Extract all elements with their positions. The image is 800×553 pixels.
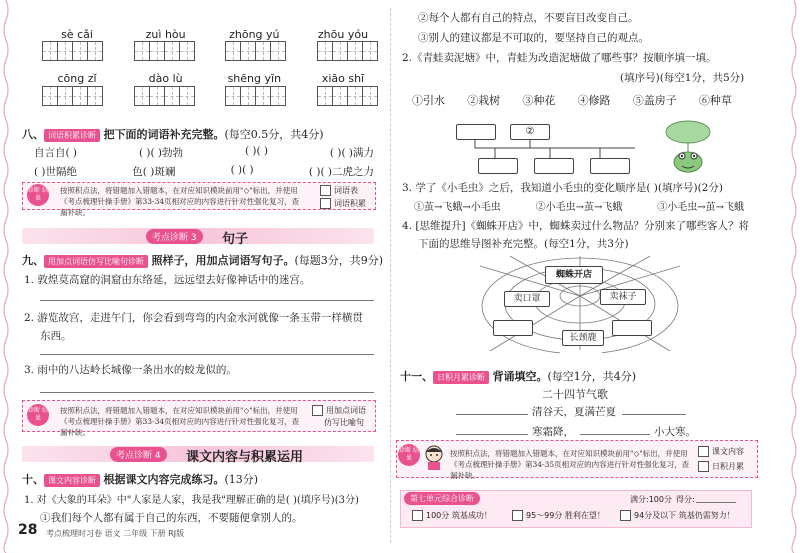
score-full: 满分:100分	[630, 495, 672, 504]
option-item: ⑥种草	[698, 94, 732, 107]
score-range: 100分	[426, 511, 450, 520]
poem-line-1: 清谷天，夏满芒夏	[532, 406, 616, 418]
banner-tag: 考点诊断 4	[110, 447, 167, 462]
idiom-row-2	[34, 164, 374, 179]
web-spacer	[560, 350, 602, 362]
right-wavy-border	[790, 0, 798, 553]
checkbox-label: 用加点词语	[326, 406, 366, 415]
idiom-blank[interactable]: ( )( )	[244, 145, 268, 157]
web-node-label: 长颈鹿	[569, 333, 597, 343]
checkbox-label: 词语表	[334, 186, 358, 195]
question-number: 十、	[22, 473, 44, 486]
banner-title: 课文内容与积累运用	[186, 450, 304, 465]
pinyin-word: shēng yīn	[227, 72, 282, 85]
score-message: 筑基仍需努力！	[678, 511, 735, 520]
frog-illustration	[660, 118, 716, 178]
chain-box-4[interactable]	[534, 158, 574, 174]
q10-item-2-score: (填序号)(每空1分，共5分)	[620, 72, 745, 84]
score-option-1[interactable]	[412, 510, 492, 521]
poem-blank[interactable]	[456, 414, 528, 415]
question-score: (每空1分，共4分)	[547, 370, 637, 383]
q3-option: ②小毛虫→茧→飞蛾	[535, 202, 623, 213]
web-node-socks	[600, 289, 646, 305]
sentence-2: 2. 游览故宫，走进午门，你会看到弯弯的内金水河就像一条玉带一样横贯	[24, 312, 363, 324]
question-title: 照样子，用加点词语写句子。	[151, 254, 295, 267]
checkbox[interactable]	[512, 510, 523, 521]
checkbox-label: 仿写比喻句	[324, 418, 364, 427]
score-option-3[interactable]	[620, 510, 735, 521]
question-8-heading	[22, 126, 324, 142]
web-blank-2[interactable]	[612, 320, 652, 336]
idiom-blank[interactable]: ( )( )勃勃	[138, 147, 184, 159]
question-score: (13分)	[224, 473, 259, 486]
checkbox[interactable]	[320, 185, 331, 196]
checkbox-vocab-accum[interactable]	[320, 198, 366, 209]
diagnosis-badge: 诊断 结果	[27, 404, 49, 426]
diagnosis-text: 按照积点法，将错题加入错题本，在对应知识模块前用"◇"标出，并使用《考点梳理针操手册》第34-35页相对应的内容进行针对性强化复习，查漏补缺。	[450, 449, 690, 480]
question-title: 背诵填空。	[492, 370, 548, 383]
option-item: ③种花	[522, 94, 556, 107]
poem-line-2: 寒霜降，	[532, 426, 574, 438]
option-item: ⑤盖房子	[632, 94, 677, 107]
question-title: 根据课文内容完成练习。	[103, 473, 225, 486]
question-number: 十一、	[400, 370, 433, 383]
checkbox[interactable]	[412, 510, 423, 521]
checkbox-text-content[interactable]	[698, 446, 744, 457]
checkbox-daily-accum[interactable]	[698, 461, 744, 472]
option-item: ①引水	[412, 94, 445, 107]
sentence-1: 1. 敦煌莫高窟的洞窟由东络延，远远望去好像神话中的迷宫。	[24, 274, 311, 286]
question-score: (每空0.5分，共4分)	[224, 128, 324, 141]
score-panel-tag: 第七单元综合诊断	[404, 492, 480, 505]
score-blank[interactable]	[696, 502, 736, 503]
banner-title: 句子	[222, 232, 249, 247]
question-number: 九、	[22, 254, 44, 267]
char-grid[interactable]	[42, 41, 103, 61]
pinyin-word: dào lù	[148, 72, 183, 85]
score-message: 胜利在望！	[564, 511, 605, 520]
char-grid[interactable]	[225, 41, 286, 61]
checkbox-vocab-list[interactable]	[320, 185, 358, 196]
pinyin-word: zuì hòu	[145, 28, 186, 41]
student-avatar-icon	[422, 444, 446, 470]
option-item: ②栽树	[467, 94, 501, 107]
chain-box-5[interactable]	[590, 158, 630, 174]
score-got: 得分:	[676, 495, 695, 504]
score-range: 94分及以下	[634, 511, 677, 520]
score-message: 筑基成功！	[451, 511, 492, 520]
q10-option-3: ③别人的建议都是不可取的，要坚持自己的观点。	[418, 32, 649, 44]
q10-item-1: 1. 对《大象的耳朵》中"人家是人家，我是我"理解正确的是( )(填序号)(3分)	[24, 495, 359, 506]
question-10-heading	[22, 471, 258, 487]
checkbox[interactable]	[698, 446, 709, 457]
pinyin-row-2	[42, 72, 378, 85]
page-number: 28	[18, 522, 38, 538]
checkbox-simile[interactable]	[312, 405, 366, 416]
diagnosis-text: 按照积点法，将错题加入错题本，在对应知识模块前用"◇"标出，并使用《考点梳理针操手册》第33-34页相对应的内容进行针对性强化复习，查漏补缺。	[60, 406, 300, 437]
checkbox[interactable]	[620, 510, 631, 521]
pinyin-row-1	[42, 28, 378, 41]
idiom-blank[interactable]: 自言自( )	[34, 147, 78, 159]
web-node-giraffe	[562, 330, 604, 346]
char-grid[interactable]	[42, 86, 103, 106]
char-grid[interactable]	[317, 86, 378, 106]
diagnosis-badge: 诊断 结果	[398, 444, 420, 466]
chain-box-2: ②	[510, 124, 550, 140]
question-score: (每题3分，共9分)	[294, 254, 384, 267]
checkbox-label: 词语积累	[334, 199, 366, 208]
web-node-label: 蜘蛛开店	[555, 270, 592, 280]
idiom-blank[interactable]: 色( )斑斓	[132, 166, 176, 178]
chain-box-1[interactable]	[456, 124, 496, 140]
score-option-2[interactable]	[512, 510, 605, 521]
idiom-blank[interactable]: ( )( )二虎之力	[308, 166, 374, 178]
web-node-label: 卖口罩	[513, 294, 541, 304]
question-9-heading	[22, 252, 383, 268]
writing-grid-row-2	[42, 86, 378, 106]
question-tag: 日积月累诊断	[433, 371, 489, 384]
poem-title: 二十四节气歌	[542, 388, 608, 401]
option-item: ④修路	[577, 94, 611, 107]
q10-item-3: 3. 学了《小毛虫》之后，我知道小毛虫的变化顺序是( )(填序号)(2分)	[402, 182, 723, 194]
pinyin-word: cōng zǐ	[57, 72, 97, 85]
diagnosis-text: 按照积点法，将错题加入错题本，在对应知识模块前用"◇"标出，并使用《考点梳理针操手册》第33-34页相对应的内容进行针对性强化复习，查漏补缺。	[60, 186, 300, 217]
question-tag: 词语积累诊断	[44, 129, 100, 142]
options-row	[412, 92, 732, 108]
char-grid[interactable]	[134, 86, 195, 106]
web-node-label: 卖袜子	[609, 292, 637, 302]
page-footer: 考点梳理时习卷 语文 二年级 下册 RJ版	[46, 529, 185, 538]
writing-grid-row-1	[42, 41, 378, 61]
chain-box-3[interactable]	[478, 158, 518, 174]
idiom-blank[interactable]: ( )( )满力	[329, 147, 374, 159]
checkbox[interactable]	[320, 198, 331, 209]
web-blank-1[interactable]	[493, 320, 533, 336]
q10-option-1: ①我们每个人都有属于自己的东西，不要随便拿别人的。	[40, 512, 303, 524]
answer-line[interactable]	[40, 392, 374, 393]
pinyin-word: xiāo shī	[321, 72, 365, 85]
left-wavy-border	[2, 0, 10, 553]
q10-item-4-cont: 下面的思维导图补充完整。(每空1分，共3分)	[418, 238, 629, 250]
diagnosis-badge: 诊断 结果	[27, 184, 49, 206]
checkbox[interactable]	[312, 405, 323, 416]
q10-option-2: ②每个人都有自己的特点，不要盲目改变自己。	[418, 12, 639, 24]
sentence-2-cont: 东西。	[40, 330, 72, 342]
char-grid[interactable]	[225, 86, 286, 106]
question-11-heading	[400, 368, 636, 384]
web-node-center	[545, 266, 603, 284]
question-tag: 课文内容诊断	[44, 474, 100, 487]
idiom-blank[interactable]: ( )( )	[230, 164, 254, 176]
q10-item-4: 4. [思维提升]《蜘蛛开店》中，蜘蛛卖过什么物品？分别来了哪些客人？将	[402, 220, 750, 232]
banner-tag: 考点诊断 3	[146, 229, 203, 244]
pinyin-word: zhōng yú	[229, 28, 280, 41]
answer-line[interactable]	[40, 300, 374, 301]
checkbox-label: 课文内容	[712, 447, 744, 456]
sentence-3: 3. 雨中的八达岭长城像一条出水的蛟龙似的。	[24, 364, 237, 376]
idiom-blank[interactable]: ( )世隔绝	[34, 166, 78, 178]
checkbox-simile-2	[324, 417, 364, 428]
q10-item-2: 2.《青蛙卖泥塘》中，青蛙为改造泥塘做了哪些事？按顺序填一填。	[402, 52, 717, 64]
checkbox-label: 日积月累	[712, 462, 744, 471]
question-tag: 用加点词语仿写比喻句诊断	[44, 255, 148, 268]
char-grid[interactable]	[317, 41, 378, 61]
question-number: 八、	[22, 128, 44, 141]
poem-blank[interactable]	[622, 414, 686, 415]
question-title: 把下面的词语补充完整。	[103, 128, 225, 141]
pinyin-word: zhōu yóu	[317, 28, 369, 41]
web-node-masks	[504, 291, 550, 307]
q3-option: ①茧→飞蛾→小毛虫	[414, 202, 501, 213]
poem-blank[interactable]	[580, 434, 650, 435]
q3-options	[414, 198, 744, 213]
score-range: 95～99分	[526, 511, 563, 520]
center-divider	[390, 8, 391, 543]
pinyin-word: sè cǎi	[61, 28, 93, 41]
idiom-row-1	[34, 145, 374, 160]
poem-line-3: 小大寒。	[654, 426, 696, 438]
char-grid[interactable]	[134, 41, 195, 61]
answer-line[interactable]	[40, 354, 374, 355]
checkbox[interactable]	[698, 461, 709, 472]
q3-option: ③小毛虫→茧→飞蛾	[657, 202, 744, 213]
poem-blank[interactable]	[456, 434, 528, 435]
